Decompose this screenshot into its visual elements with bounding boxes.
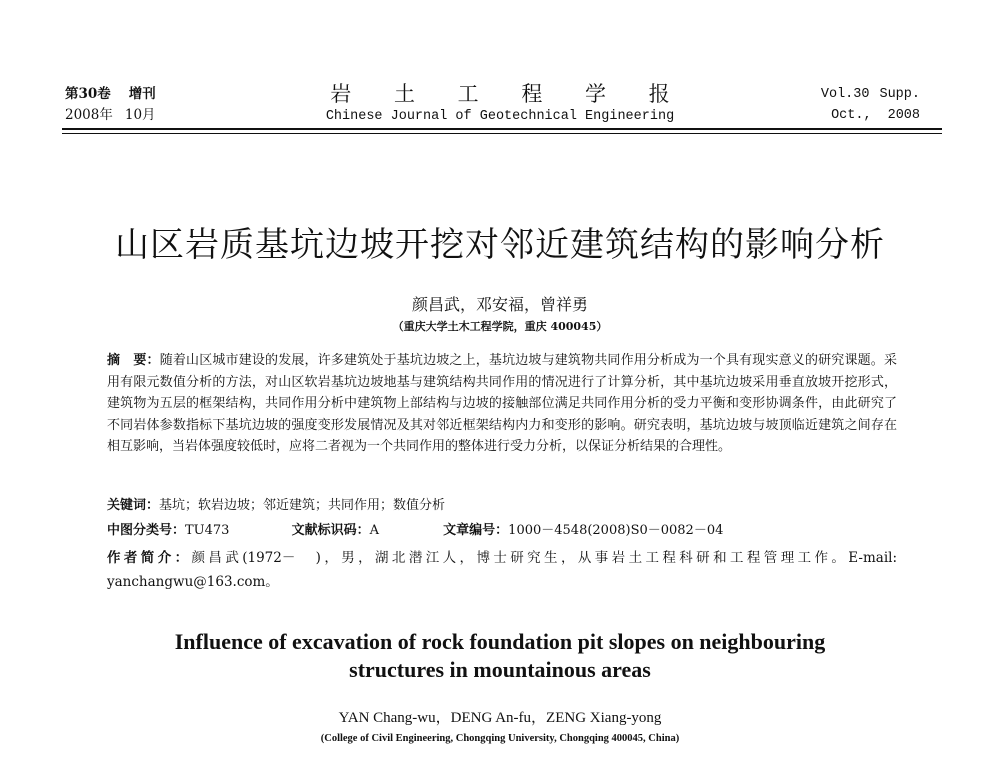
article-number: [443, 521, 723, 541]
header-right-line1: [821, 84, 920, 105]
year-cn: 2008年: [65, 107, 113, 123]
article-number-value: 1000－4548(2008)S0－0082－04: [508, 523, 724, 538]
clc-value: TU473: [185, 523, 230, 538]
doc-code-label: 文献标识码：: [291, 523, 370, 538]
issue-en: Supp.: [879, 87, 920, 102]
author-bio-text: 颜昌武(1972－ )，男，湖北潜江人，博士研究生，从事岩土工程科研和工程管理工作。E-mail: yanchangwu@163.com。: [107, 550, 897, 590]
doc-code: [292, 521, 379, 541]
classification-line: [107, 521, 897, 541]
year-en: 2008: [887, 108, 920, 123]
header-right: [821, 84, 920, 126]
keywords-text: 基坑；软岩边坡；邻近建筑；共同作用；数值分析: [159, 498, 446, 513]
paper-title-cn: 山区岩质基坑边坡开挖对邻近建筑结构的影响分析: [115, 225, 885, 265]
doc-code-value: A: [369, 523, 380, 538]
volume-en: Vol.30: [820, 87, 870, 102]
clc-label: 中图分类号：: [107, 523, 186, 538]
clc: [107, 521, 229, 541]
author-bio: [107, 546, 897, 594]
abstract-text: 随着山区城市建设的发展，许多建筑处于基坑边坡之上，基坑边坡与建筑物共同作用分析成为一个具有现实意义的研究课题。采用有限元数值分析的方法，对山区软岩基坑边坡地基与建筑结构共同作用的情况进行了计算分析，其中基坑边坡采用垂直放坡开挖形式，建筑物为五层的框架结构，共同作用分析中建筑物上部结构与边坡的接触部位满足共同作用分析的受力平衡和变形协调条件，由此研究了不同岩体参数指标下基坑边坡的强度变形发展情况及其对邻近框架结构内力和变形的影响。研究表明，基坑边坡与坡顶临近建筑之间存在相互影响，当岩体强度较低时，应将二者视为一个共同作用的整体进行受力分析，以保证分析结果的合理性。: [107, 353, 897, 454]
volume-cn: 第30卷: [65, 86, 111, 102]
affiliation-en: (College of Civil Engineering, Chongqing University, Chongqing 400045, China): [320, 733, 680, 744]
month-cn: 10月: [124, 107, 156, 123]
authors-cn: 颜昌武，邓安福，曾祥勇: [411, 295, 588, 314]
header-rule-thick: [62, 128, 942, 130]
abstract: [107, 350, 897, 458]
article-number-label: 文章编号：: [443, 523, 509, 538]
journal-name-en: Chinese Journal of Geotechnical Engineering: [325, 109, 675, 124]
authors-en: YAN Chang-wu，DENG An-fu，ZENG Xiang-yong: [338, 710, 662, 726]
issue-cn: 增刊: [128, 86, 156, 102]
month-en: Oct.,: [831, 108, 872, 123]
header-right-line2: [821, 105, 920, 126]
journal-name-cn: 岩 土 工 程 学 报: [330, 82, 688, 106]
paper-title-en-line2: structures in mountainous areas: [349, 657, 651, 682]
keywords: [107, 496, 897, 516]
paper-title-en: [0, 628, 1000, 684]
keywords-label: 关键词：: [107, 498, 160, 513]
affiliation-cn: （重庆大学土木工程学院，重庆 400045）: [392, 320, 608, 333]
header-rule-thin: [62, 133, 942, 134]
author-bio-label: 作者简介：: [107, 550, 192, 566]
abstract-label: 摘 要：: [107, 353, 160, 368]
paper-title-en-line1: Influence of excavation of rock foundation pit slopes on neighbouring: [174, 629, 826, 654]
